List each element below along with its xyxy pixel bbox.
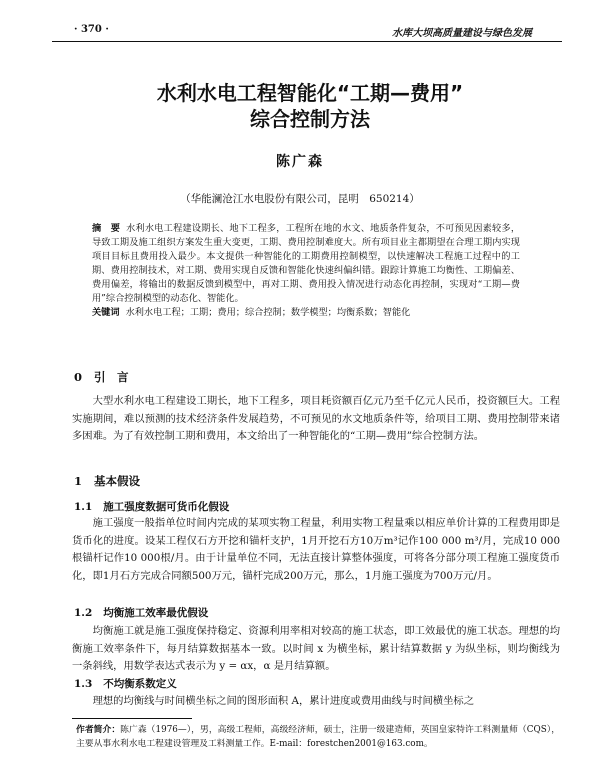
subsection-heading-1-1: [74, 499, 229, 514]
abstract: [92, 222, 520, 306]
title-line-1: 水利水电工程智能化“工期—费用”: [156, 81, 464, 105]
paper-title: [50, 80, 570, 132]
keywords-label: 关键词: [92, 307, 120, 318]
paragraph-1-2: 均衡施工就是施工强度保持稳定、资源利用率相对较高的施工状态，即工效最优的施工状态。理想的均衡施工效率条件下，每月结算数据基本一致。以时间 x 为横坐标，累计结算数据 y 为纵坐标，则均衡线为一条斜线，用数学表达式表示为 y = αx，α 是月结算额。: [72, 625, 560, 672]
keywords-text: 水利水电工程；工期；费用；综合控制；数学模型；均衡系数；智能化: [125, 307, 411, 318]
subsection-heading-1-2: [74, 605, 208, 620]
footnote-rule: [72, 718, 192, 719]
footnote-label: 作者简介：: [76, 725, 121, 735]
running-header: [52, 24, 562, 40]
abstract-block: [92, 222, 520, 320]
subsection-number: 1.2: [74, 607, 93, 619]
keywords: [92, 306, 520, 320]
subsection-title: 均衡施工效率最优假设: [103, 607, 209, 619]
abstract-label: 摘 要: [92, 223, 121, 234]
page-number: · 370 ·: [74, 24, 109, 35]
section-number: 0: [74, 370, 83, 384]
title-line-2: 综合控制方法: [250, 107, 370, 131]
subsection-title: 施工强度数据可货币化假设: [103, 501, 230, 513]
journal-title: 水库大坝高质量建设与绿色发展: [392, 28, 532, 39]
header-rule: [52, 41, 562, 42]
section-title: 引 言: [94, 370, 129, 384]
footnote-text: 陈广森（1976—），男，高级工程师，高级经济师，硕士，注册一级建造师，英国皇家特许工料测量师（CQS），主要从事水利水电工程建设管理及工料测量工作。E-mail：forestchen2001@163.com。: [76, 725, 560, 749]
intro-paragraph: 大型水利水电工程建设工期长，地下工程多，项目耗资额百亿元乃至千亿元人民币，投资额巨大。工程实施期间，难以预测的技术经济条件发展趋势，不可预见的水文地质条件等，给项目工期、费用控制带来诸多困难。为了有效控制工期和费用，本文给出了一种智能化的“工期—费用”综合控制方法。: [72, 395, 560, 442]
section-heading-0: [74, 369, 129, 385]
section-title: 基本假设: [94, 474, 141, 488]
subsection-heading-1-3: [74, 676, 177, 691]
subsection-number: 1.3: [74, 678, 93, 690]
section-heading-1: [74, 473, 140, 489]
paragraph-1-1: 施工强度一般指单位时间内完成的某项实物工程量，利用实物工程量乘以相应单价计算的工程费用即是货币化的进度。设某工程仅石方开挖和锚杆支护，1月开挖石方10万m³记作100 000 m³/月，完成10 000根锚杆记作10 000根/月。由于计量单位不同，无法直接计算整体强度，可将各分部分项工程施工强度货币化，即1月石方完成合同额500万元，锚杆完成200万元，那么，1月施工强度为700万元/月。: [72, 517, 560, 582]
subsection-number: 1.1: [74, 501, 93, 513]
abstract-text: 水利水电工程建设期长、地下工程多，工程所在地的水文、地质条件复杂，不可预见因素较多，导致工期及施工组织方案发生重大变更，工期、费用控制难度大。所有项目业主都期望在合理工期内实现项目目标且费用投入最少。本文提供一种智能化的工期费用控制模型，以快速解决工程施工过程中的工期、费用控制技术，对工期、费用实现自反馈和智能化快速纠偏纠错。跟踪计算施工均衡性、工期偏差、费用偏差，将输出的数据反馈到模型中，再对工期、费用投入情况进行动态化再控制，实现对“工期—费用”综合控制模型的动态化、智能化。: [92, 223, 521, 304]
author-affiliation: （华能澜沧江水电股份有限公司，昆明 650214）: [180, 193, 420, 205]
paragraph-1-3: 理想的均衡线与时间横坐标之间的图形面积 A，累计进度或费用曲线与时间横坐标之: [92, 695, 474, 707]
author-name: 陈广森: [276, 154, 324, 170]
author-footnote: [76, 723, 560, 751]
subsection-title: 不均衡系数定义: [103, 678, 177, 690]
section-number: 1: [74, 474, 83, 488]
